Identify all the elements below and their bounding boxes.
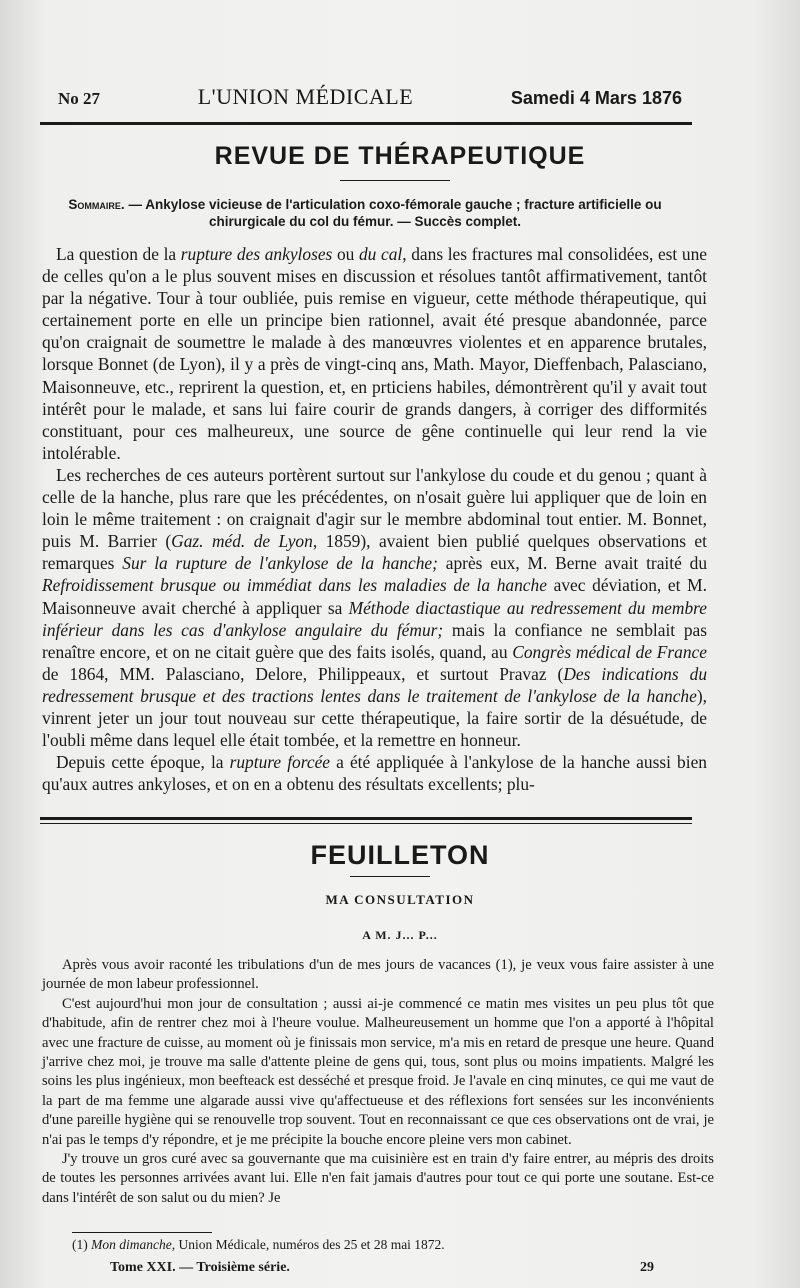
article-paragraph-3 [42, 751, 707, 795]
feuilleton-rule-top [40, 817, 692, 820]
section-title-feuilleton: FEUILLETON [310, 840, 490, 870]
page-header [58, 84, 682, 110]
header-rule [40, 122, 692, 125]
italic-run: Gaz. méd. de Lyon [171, 531, 313, 552]
article-paragraph-2 [42, 464, 707, 751]
article-body [42, 243, 707, 795]
text-run: , dans les fractures mal consolidées, est une de celles qu'on a le plus souvent mises en discussion et résolues tantôt affirmativement, tantôt par la négative. Tour à tour oubliée, puis remise en vigueur, cette méthode thérapeutique, qui certainement porte en elle un principe bien rationnel, avait été presque abandonnée, parce qu'on craignait de soumettre le malade à des manœuvres violentes et en apparence brutales, lorsque Bonnet (de Lyon), il y a près de vingt-cinq ans, Math. Mayor, Dieffenbach, Palasciano, Maisonneuve, etc., reprirent la question, et, en prticiens habiles, démontrèrent qu'il y avait tout intérêt pour le malade, et sans lui faire courir de grands dangers, à corriger des difformités constituant, pour ces malheureux, une source de gêne continuelle qui leur rend la vie intolérable. [42, 244, 707, 463]
italic-run: Méthode diactastique au redressement du membre inférieur dans les cas d'ankylose angulaire du fémur; [42, 597, 707, 640]
issue-number: No 27 [58, 89, 101, 108]
feuilleton-body [42, 956, 714, 1208]
feuilleton-rule-double [40, 823, 692, 824]
section-title-revue: REVUE DE THÉRAPEUTIQUE [214, 142, 586, 170]
italic-run: Sur la rupture de l'ankylose de la hanche; [122, 553, 438, 574]
text-run: avec déviation, et M. Maisonneuve avait cherché à appliquer sa [42, 575, 707, 618]
text-run: Les recherches de ces auteurs portèrent surtout sur l'ankylose du coude et du genou ; quant à celle de la hanche, plus rare que les précédentes, on n'osait guère lui appliquer que de loin en loin le même traitement : on craignait d'agir sur le membre abdominal tout entier. M. Bonnet, puis M. Barrier ( [42, 464, 707, 552]
page-number: 29 [640, 1260, 654, 1275]
feuilleton-paragraph-1: Après vous avoir raconté les tribulations d'un de mes jours de vacances (1), je veux vous faire assister à une journée de mon labeur professionnel. [42, 957, 714, 993]
italic-run: Des indications du redressement brusque et des tractions lentes dans le traitement de l'ankylose de la hanche [42, 663, 708, 706]
italic-run: Refroidissement brusque ou immédiat dans les maladies de la hanche [42, 575, 547, 596]
footnote-source: Union Médicale, numéros des 25 et 28 mai 1872. [178, 1237, 445, 1252]
text-run: de 1864, MM. Palasciano, Delore, Philippeaux, et surtout Pravaz ( [42, 663, 564, 684]
sommaire-text: — Ankylose vicieuse de l'articulation coxo-fémorale gauche ; fracture artificielle ou chirurgicale du col du fémur. — Succès complet. [128, 197, 662, 229]
article-paragraph-1 [42, 243, 707, 464]
feuilleton-paragraph-2: C'est aujourd'hui mon jour de consultation ; aussi ai-je commencé ce matin mes visites un peu plus tôt que d'habitude, afin de rentrer chez moi à l'heure voulue. Malheureusement un homme que l'on a apporté à l'hôpital avec une fracture de cuisse, au moment où je finissais mon service, m'a mis en retard de presque une heure. Quand j'arrive chez moi, je trouve ma salle d'attente pleine de gens qui, tous, sont plus ou moins impatients. Malgré les soins les plus ingénieux, mon beefteack est desséché et presque froid. Je l'avale en cinq minutes, ce qui me vaut de la part de ma femme une algarade aussi vive qu'affectueuse et des réflexions fort sensées sur les inconvénients d'une pareille hygiène qui se renouvelle trop souvent. Tout en reconnaissant ce que ces observations ont de vrai, je n'ai pas le temps d'y répondre, et je me précipite la bouche encore pleine vers mon cabinet. [42, 995, 714, 1148]
journal-title: L'UNION MÉDICALE [197, 84, 414, 109]
text-run: , 1859), avaient bien publié quelques observations et remarques [42, 531, 707, 574]
page-footer [110, 1260, 654, 1276]
text-run: mais la confiance ne semblait pas renaître encore, et on ne citait guère que des faits isolés, quand, au [42, 619, 708, 662]
footnote [72, 1237, 712, 1253]
italic-run: du cal [358, 244, 403, 264]
italic-run: rupture forcée [229, 752, 331, 773]
text-run: Depuis cette époque, la [56, 752, 230, 773]
feuilleton-underline [350, 876, 430, 877]
italic-run: rupture des ankyloses [180, 244, 333, 264]
footnote-marker: (1) [72, 1237, 88, 1252]
feuilleton-paragraph-3: J'y trouve un gros curé avec sa gouvernante que ma cuisinière est en train d'y faire entrer, au mépris des droits de toutes les personnes arrivées avant lui. Elle n'en fait jamais d'autres pour tout ce qui porte une soutane. Est-ce dans l'intérêt de son salut ou du mien? Je [42, 1151, 714, 1206]
text-run: après eux, M. Berne avait traité du [437, 553, 708, 574]
issue-date: Samedi 4 Mars 1876 [510, 88, 682, 108]
text-run: a été appliquée à l'ankylose de la hanche aussi bien qu'aux autres ankyloses, et on en a obtenu des résultats excellents; plu- [42, 752, 707, 795]
text-run: ou [332, 244, 359, 264]
footnote-source-title: Mon dimanche, [91, 1237, 176, 1252]
title-underline [340, 180, 450, 181]
feuilleton-subtitle: MA CONSULTATION [325, 892, 475, 907]
footnote-rule [72, 1232, 212, 1233]
text-run: ), vinrent jeter un jour tout nouveau sur cette thérapeutique, la faire sortir de la désuétude, de l'oubli même dans lequel elle était tombée, et la remettre en honneur. [42, 685, 707, 751]
sommaire-label: Sommaire. [68, 197, 125, 212]
feuilleton-address: A M. J... P... [362, 928, 438, 942]
italic-run: Congrès médical de France [512, 641, 707, 662]
volume-info: Tome XXI. — Troisième série. [110, 1260, 290, 1275]
text-run: La question de la [56, 244, 181, 264]
sommaire [40, 196, 690, 230]
